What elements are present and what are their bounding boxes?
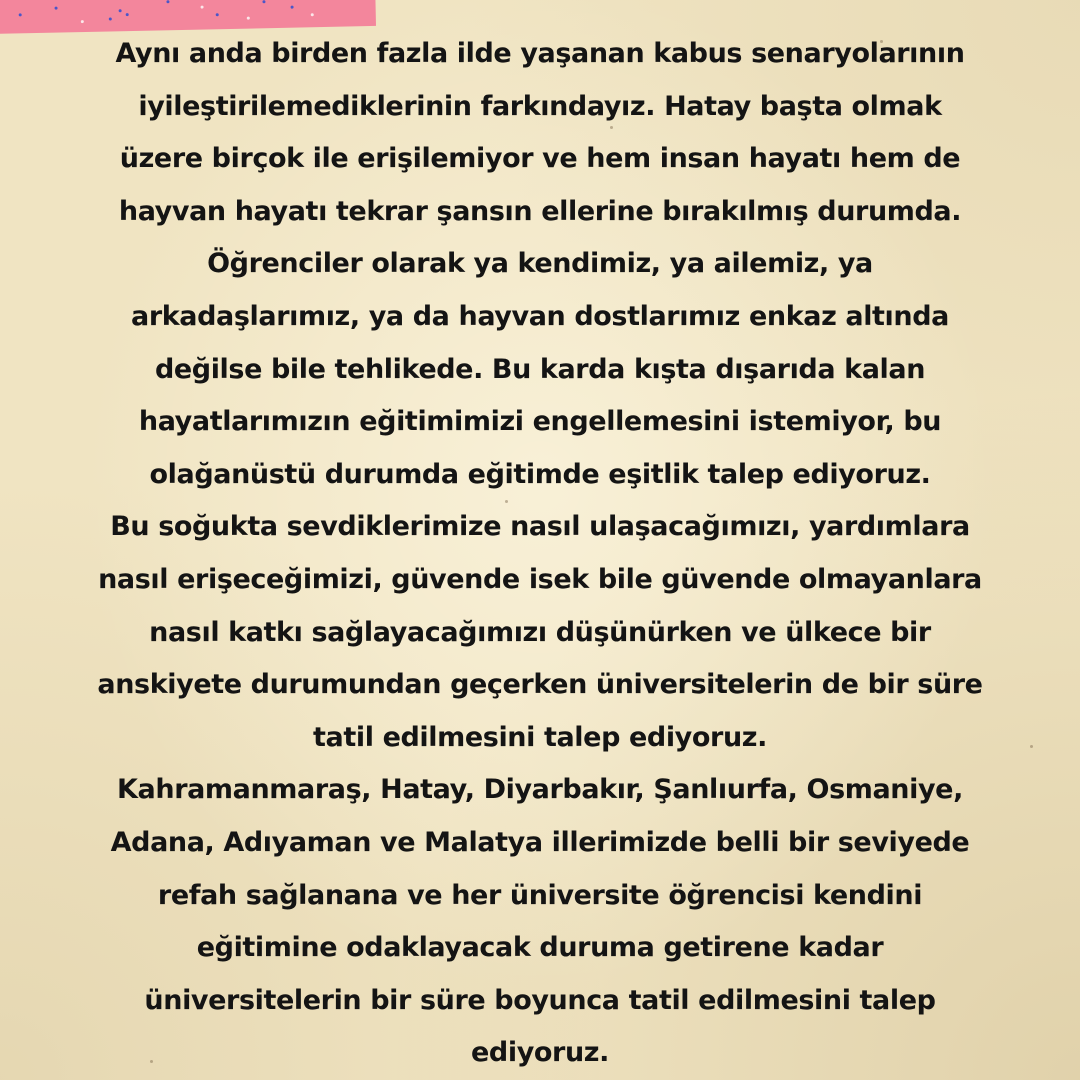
text-line: Kahramanmaraş, Hatay, Diyarbakır, Şanlıurfa, Osmaniye, xyxy=(117,774,963,806)
tape-dot xyxy=(291,6,294,9)
tape-dot xyxy=(109,17,112,20)
text-line: hayvan hayatı tekrar şansın ellerine bırakılmış durumda. xyxy=(118,195,962,227)
tape-dot xyxy=(55,7,58,10)
text-line: nasıl katkı sağlayacağımızı düşünürken ve ülkece bir xyxy=(149,616,931,648)
tape-dot xyxy=(262,0,265,3)
text-line: Öğrenciler olarak ya kendimiz, ya ailemiz, ya xyxy=(207,248,873,280)
text-line: ediyoruz. xyxy=(471,1037,609,1069)
tape-dot xyxy=(19,13,22,16)
text-line: anskiyete durumundan geçerken üniversitelerin de bir süre xyxy=(97,669,983,701)
text-line: üzere birçok ile erişilemiyor ve hem insan hayatı hem de xyxy=(119,143,961,175)
tape-dot xyxy=(166,0,169,3)
text-line: tatil edilmesini talep ediyoruz. xyxy=(313,721,767,753)
tape-dot xyxy=(81,20,84,23)
tape-dot xyxy=(216,13,219,16)
text-line: Aynı anda birden fazla ilde yaşanan kabus senaryolarının xyxy=(115,38,965,69)
tape-dot xyxy=(247,17,250,20)
text-line: Adana, Adıyaman ve Malatya illerimizde belli bir seviyede xyxy=(110,826,970,858)
tape-dot xyxy=(201,6,204,9)
text-line: refah sağlanana ve her üniversite öğrencisi kendini xyxy=(157,879,923,911)
tape-dot xyxy=(119,9,122,12)
statement-text xyxy=(40,28,1040,1080)
text-line: üniversitelerin bir süre boyunca tatil edilmesini talep xyxy=(144,984,936,1016)
text-line: arkadaşlarımız, ya da hayvan dostlarımız enkaz altında xyxy=(131,300,949,332)
text-line: olağanüstü durumda eğitimde eşitlik talep ediyoruz. xyxy=(149,458,931,490)
tape-dot xyxy=(126,13,129,16)
text-line: Bu soğukta sevdiklerimize nasıl ulaşacağımızı, yardımlara xyxy=(110,511,970,543)
text-line: eğitimine odaklayacak duruma getirene kadar xyxy=(196,932,884,964)
tape-dot xyxy=(311,13,314,16)
text-line: hayatlarımızın eğitimimizi engellemesini istemiyor, bu xyxy=(138,406,942,438)
text-line: nasıl erişeceğimizi, güvende isek bile güvende olmayanlara xyxy=(98,563,982,595)
text-line: değilse bile tehlikede. Bu karda kışta dışarıda kalan xyxy=(154,353,926,385)
text-line: iyileştirilemediklerinin farkındayız. Hatay başta olmak xyxy=(138,90,942,122)
